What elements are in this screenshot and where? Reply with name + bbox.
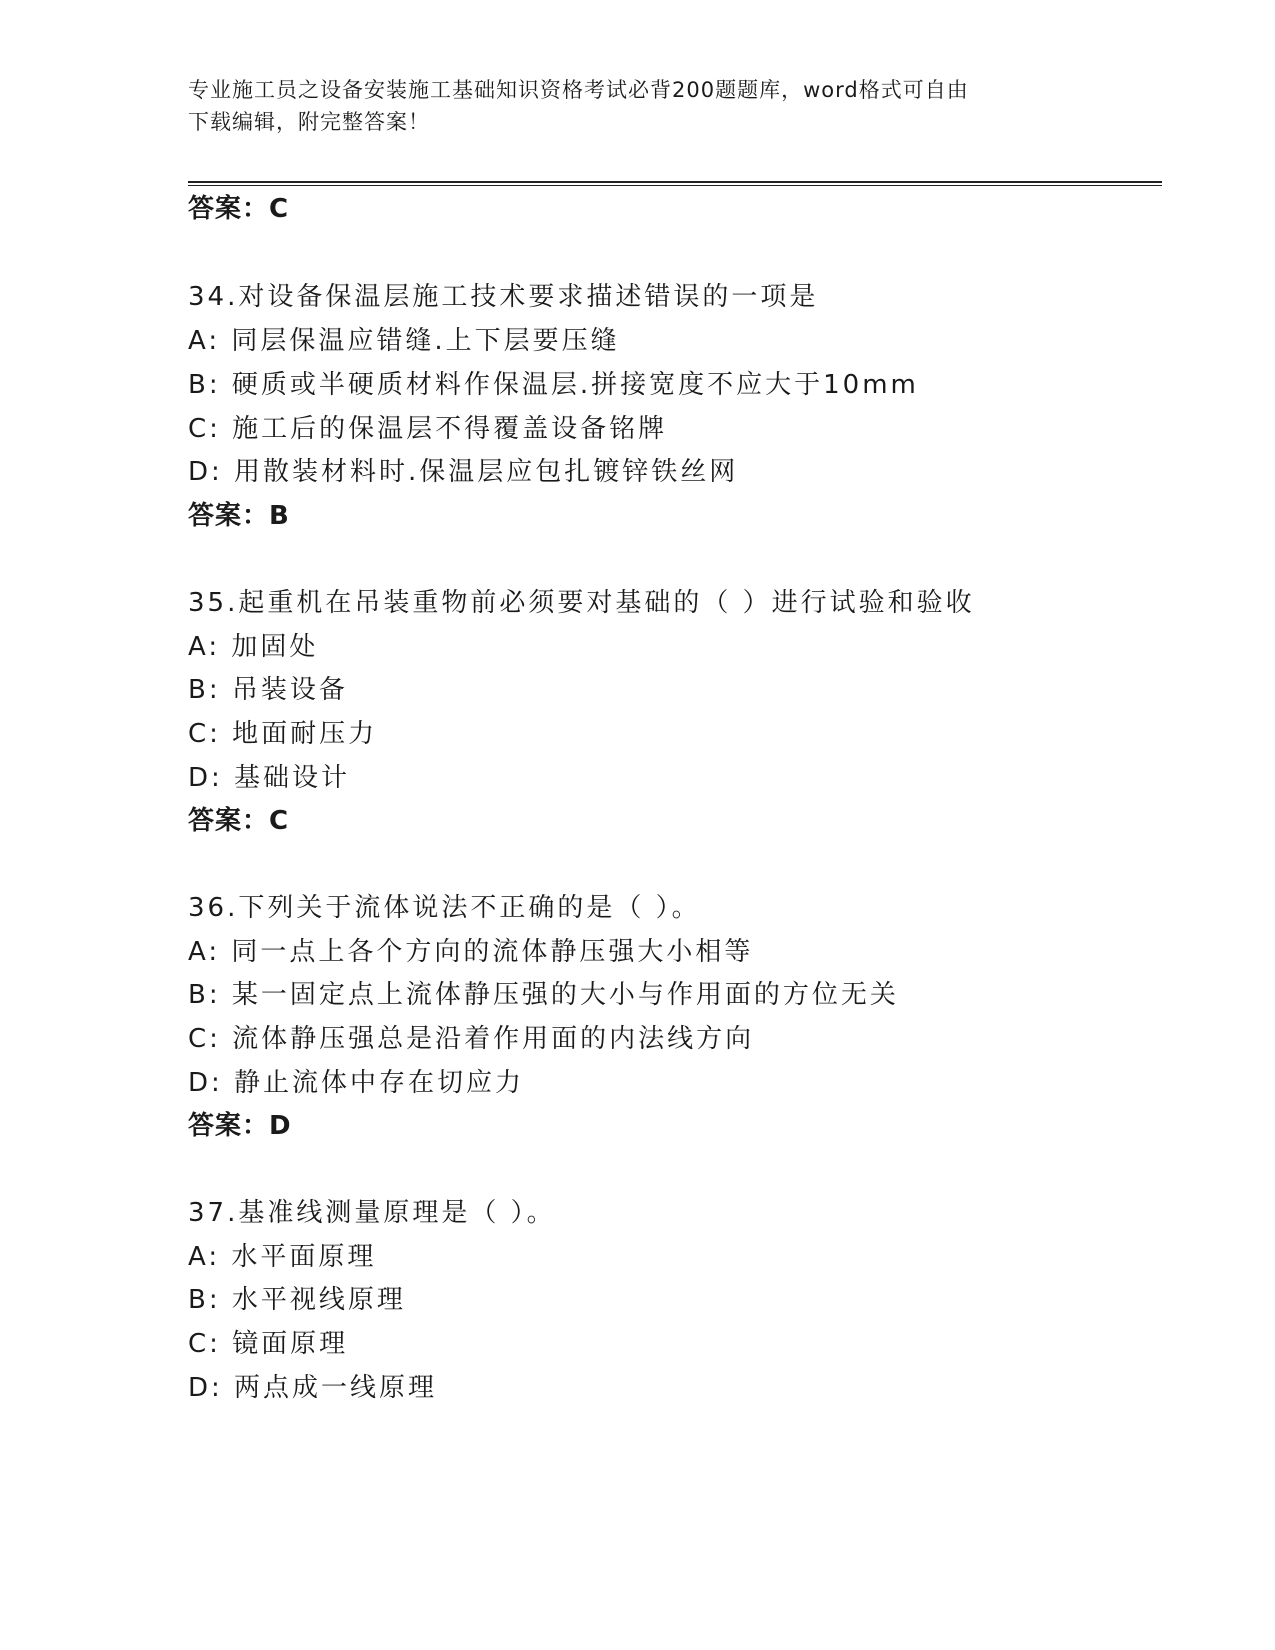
question-35-option-b: B: 吊装设备 xyxy=(188,675,348,705)
document-header xyxy=(188,74,1088,138)
question-36-stem: 36.下列关于流体说法不正确的是（ ）。 xyxy=(188,893,701,923)
question-37-option-b: B: 水平视线原理 xyxy=(188,1285,406,1315)
header-line-1: 专业施工员之设备安装施工基础知识资格考试必背200题题库，word格式可自由 xyxy=(188,78,969,102)
header-rule-thin xyxy=(188,185,1162,186)
question-34-option-d: D: 用散装材料时.保温层应包扎镀锌铁丝网 xyxy=(188,457,739,487)
question-37-option-d: D: 两点成一线原理 xyxy=(188,1373,438,1403)
question-34-answer: 答案：B xyxy=(188,501,290,531)
question-35-option-a: A: 加固处 xyxy=(188,632,319,662)
question-37-option-c: C: 镜面原理 xyxy=(188,1329,349,1359)
question-37-option-a: A: 水平面原理 xyxy=(188,1242,377,1272)
answer-33: 答案：C xyxy=(188,194,290,224)
question-37-stem: 37.基准线测量原理是（ ）。 xyxy=(188,1198,556,1228)
question-36-option-d: D: 静止流体中存在切应力 xyxy=(188,1068,525,1098)
question-35-option-d: D: 基础设计 xyxy=(188,763,351,793)
header-line-2: 下载编辑，附完整答案！ xyxy=(188,110,430,134)
question-34-option-b: B: 硬质或半硬质材料作保温层.拼接宽度不应大于10mm xyxy=(188,370,919,400)
question-36-option-b: B: 某一固定点上流体静压强的大小与作用面的方位无关 xyxy=(188,980,899,1010)
question-35-answer: 答案：C xyxy=(188,806,290,836)
header-rule-thick xyxy=(188,181,1162,183)
question-36-option-a: A: 同一点上各个方向的流体静压强大小相等 xyxy=(188,937,754,967)
question-36-option-c: C: 流体静压强总是沿着作用面的内法线方向 xyxy=(188,1024,755,1054)
question-36-answer: 答案：D xyxy=(188,1111,292,1141)
question-35-stem: 35.起重机在吊装重物前必须要对基础的（ ）进行试验和验收 xyxy=(188,588,975,618)
question-34-option-c: C: 施工后的保温层不得覆盖设备铭牌 xyxy=(188,414,668,444)
question-35-option-c: C: 地面耐压力 xyxy=(188,719,378,749)
question-34-option-a: A: 同层保温应错缝.上下层要压缝 xyxy=(188,326,620,356)
question-34-stem: 34.对设备保温层施工技术要求描述错误的一项是 xyxy=(188,282,819,312)
